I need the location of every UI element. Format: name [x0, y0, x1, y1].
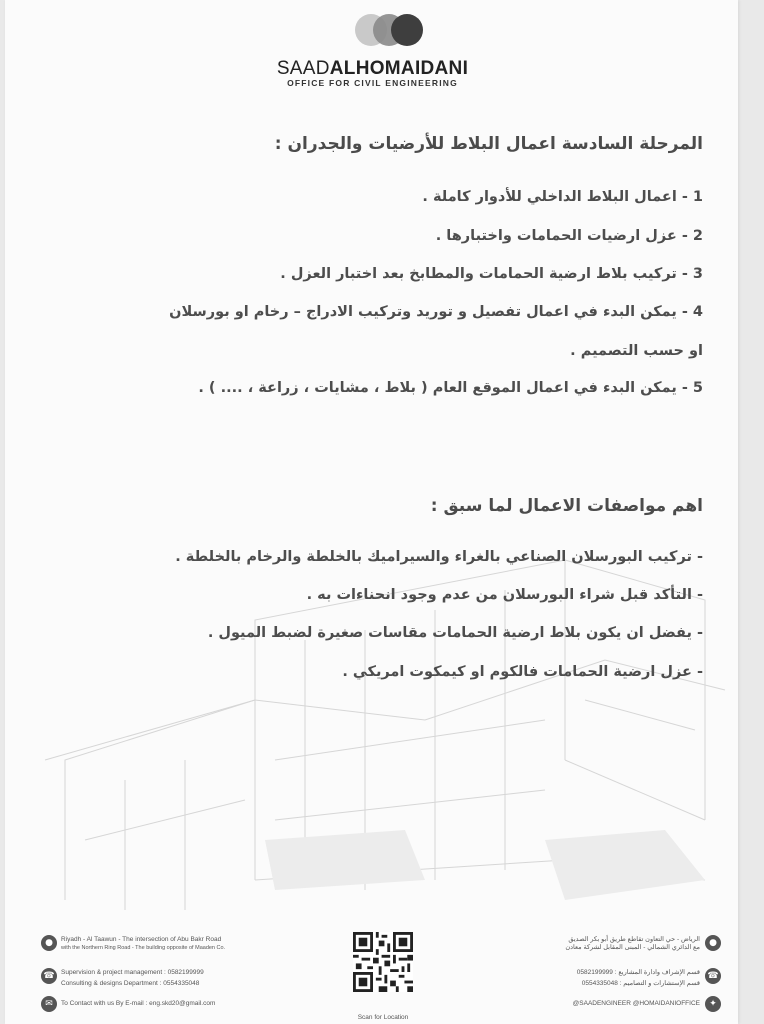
phone-icon: ☎: [705, 968, 721, 984]
twitter-icon: ✦: [705, 996, 721, 1012]
phone-icon: ☎: [41, 968, 57, 984]
email-icon: ✉: [41, 996, 57, 1012]
qr-label: Scan for Location: [357, 1014, 409, 1021]
location-qr-code: [353, 932, 413, 992]
list-item: - عزل ارضية الحمامات فالكوم او كيمكوت امريكي .: [342, 664, 703, 680]
logo-subtitle: OFFICE FOR CIVIL ENGINEERING: [287, 78, 458, 88]
page-footer: [5, 928, 738, 1024]
list-item: - تركيب البورسلان الصناعي بالغراء والسيراميك بالخلطة والرخام بالخلطة .: [175, 549, 703, 565]
list-item: 1 - اعمال البلاط الداخلي للأدوار كاملة .: [422, 189, 703, 205]
section-1-title: المرحلة السادسة اعمال البلاط للأرضيات والجدران :: [274, 134, 703, 154]
list-item: 2 - عزل ارضيات الحمامات واختبارها .: [435, 228, 703, 244]
email-en: To Contact with us By E-mail : eng.skd20@gmail.com: [61, 1000, 216, 1007]
phones-en: Supervision & project management : 0582199999 Consulting & designs Department : 0554335048: [61, 969, 204, 987]
address-en: Riyadh - Al Taawun - The intersection of Abu Bakr Road with the Northern Ring Road - The building opposite of Maaden Co.: [61, 936, 226, 951]
location-pin-icon: ●: [705, 935, 721, 951]
list-item: - يفضل ان يكون بلاط ارضية الحمامات مقاسات صغيرة لضبط الميول .: [207, 625, 703, 641]
phones-ar: قسم الإشراف وادارة المشاريع : 0582199999 قسم الإستشارات و التصاميم : 0554335048: [576, 969, 700, 987]
list-item: - التأكد قبل شراء البورسلان من عدم وجود انحناءات به .: [306, 587, 703, 603]
location-pin-icon: ●: [41, 935, 57, 951]
section-2: [65, 0, 703, 700]
list-item: 5 - يمكن البدء في اعمال الموقع العام ( بلاط ، مشايات ، زراعة ، .... ) .: [198, 380, 703, 396]
list-item: 3 - تركيب بلاط ارضية الحمامات والمطابخ بعد اختبار العزل .: [280, 266, 703, 282]
list-item: 4 - يمكن البدء في اعمال تفصيل و توريد وتركيب الادراج – رخام او بورسلان: [169, 304, 703, 320]
document-page: [5, 0, 738, 1024]
social-handles: @SAADENGINEER @HOMAIDANIOFFICE: [572, 1000, 700, 1007]
list-item: او حسب التصميم .: [570, 343, 703, 359]
section-2-title: اهم مواصفات الاعمال لما سبق :: [430, 496, 703, 516]
logo-brand-name: SAADALHOMAIDANI: [276, 58, 469, 79]
address-ar: الرياض - حي التعاون تقاطع طريق أبو بكر الصديق مع الدائري الشمالي - المبنى المقابل لشركة معادن: [565, 936, 700, 951]
